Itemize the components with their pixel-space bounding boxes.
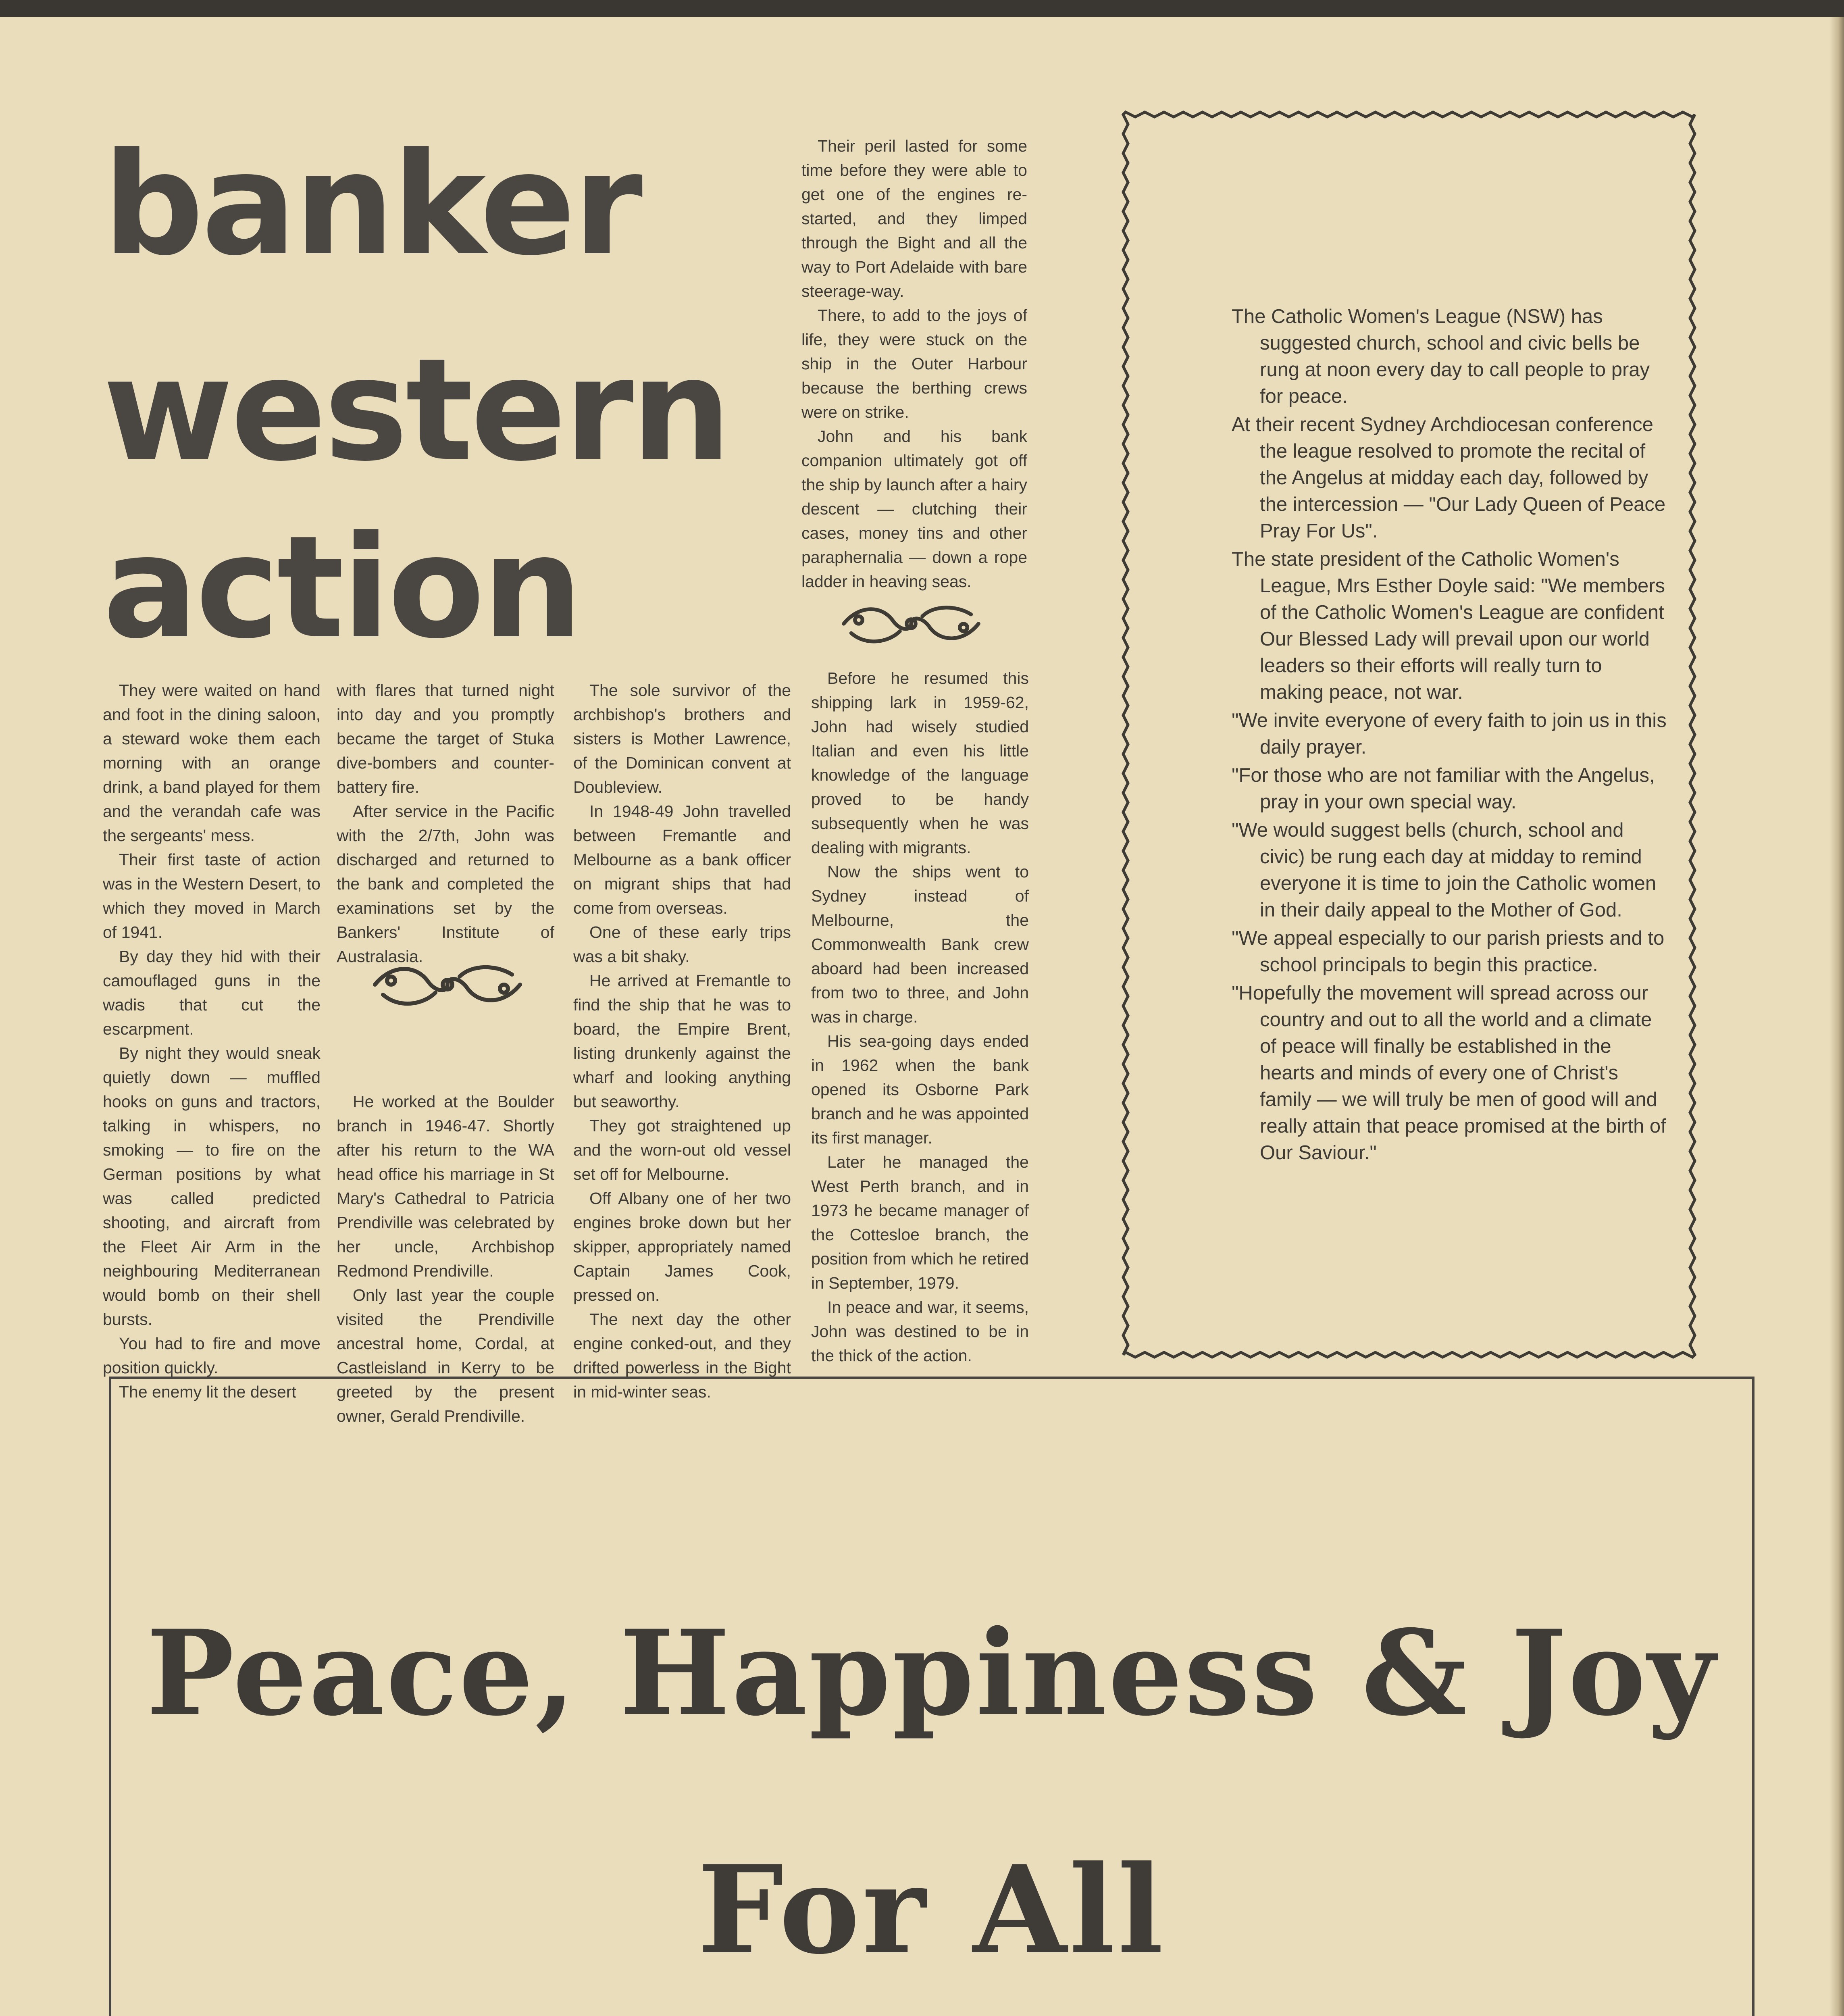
paragraph: Now the ships went to Sydney instead of Melbourne, the Commonwealth Bank crew aboard had been increased from two to three, and John was in charge.	[811, 862, 1029, 1026]
box-paragraph: "We appeal especially to our parish priests and to school principals to begin this practice.	[1232, 927, 1665, 976]
box-paragraph: "We invite everyone of every faith to join us in this daily prayer.	[1232, 710, 1667, 758]
catholic-womens-league-box	[1232, 303, 1667, 1168]
ornament-icon	[367, 956, 528, 1013]
paragraph: He arrived at Fremantle to find the ship that he was to board, the Empire Brent, listing drunkenly against the wharf and looking anything but seaworthy.	[573, 971, 791, 1111]
paragraph: He worked at the Boulder branch in 1946-47. Shortly after his return to the WA head office his marriage in St Mary's Cathedral to Patricia Prendiville was celebrated by her uncle, Archbishop Redmond Prendiville.	[337, 1092, 554, 1280]
paragraph: Off Albany one of her two engines broke down but her skipper, appropriately named Captain James Cook, pressed on.	[573, 1189, 791, 1304]
article-column-4-top	[801, 134, 1027, 594]
paragraph: His sea-going days ended in 1962 when the bank opened its Osborne Park branch and he was appointed its first manager.	[811, 1032, 1029, 1147]
newspaper-page	[0, 17, 1844, 2016]
box-paragraph: The Catholic Women's League (NSW) has suggested church, school and civic bells be rung at noon every day to call people to pray for peace.	[1232, 306, 1650, 407]
article-column-2	[337, 678, 554, 1428]
paragraph: Only last year the couple visited the Prendiville ancestral home, Cordal, at Castleisland in Kerry to be greeted by the present owner, Gerald Prendiville.	[337, 1286, 554, 1425]
paragraph: They got straightened up and the worn-out old vessel set off for Melbourne.	[573, 1116, 791, 1183]
box-paragraph: "We would suggest bells (church, school and civic) be rung each day at midday to remind everyone it is time to join the Catholic women in their daily appeal to the Mother of God.	[1232, 819, 1657, 921]
ornament-icon	[835, 598, 988, 650]
paragraph: The enemy lit the desert	[119, 1383, 296, 1401]
headline-line-3: action	[103, 505, 581, 670]
paragraph: Their peril lasted for some time before they were able to get one of the engines re-started, and they limped through the Bight and all the way to Port Adelaide with bare steerage-way.	[801, 137, 1027, 300]
paragraph: In peace and war, it seems, John was destined to be in the thick of the action.	[811, 1298, 1029, 1365]
greeting-advertisement	[109, 1377, 1755, 2016]
article-column-4-bottom	[811, 666, 1029, 1368]
column-2-top	[337, 678, 554, 968]
headline-line-2: western	[103, 328, 729, 492]
paragraph: John and his bank companion ultimately got off the ship by launch after a hairy descent — clutching their cases, money tins and other paraphernalia — down a rope ladder in heaving seas.	[801, 427, 1027, 591]
paragraph: By day they hid with their camouflaged guns in the wadis that cut the escarpment.	[103, 947, 321, 1038]
paragraph: Later he managed the West Perth branch, and in 1973 he became manager of the Cottesloe branch, the position from which he retired in September, 1979.	[811, 1153, 1029, 1292]
ad-headline: Peace, Happiness & Joy	[146, 1605, 1717, 1742]
article-column-3	[573, 678, 791, 1404]
box-paragraph: "Hopefully the movement will spread across our country and out to all the world and a climate of peace will finally be established in the hearts and minds of every one of Christ's family — we will truly be men of good will and really attain that peace promised at the birth of Our Saviour."	[1232, 982, 1666, 1164]
paragraph: They were waited on hand and foot in the dining saloon, a steward woke them each morning with an orange drink, a band played for them and the verandah cafe was the sergeants' mess.	[103, 681, 321, 845]
article-column-1	[103, 678, 321, 1404]
box-paragraph: At their recent Sydney Archdiocesan conference the league resolved to promote the recital of the Angelus at midday each day, followed by the intercession — "Our Lady Queen of Peace Pray For Us".	[1232, 414, 1666, 542]
paragraph: You had to fire and move position quickly.	[103, 1334, 321, 1377]
paragraph: Before he resumed this shipping lark in 1959-62, John had wisely studied Italian and even his little knowledge of the language proved to be handy subsequently when he was dealing with migrants.	[811, 669, 1029, 857]
ad-subheadline: For All	[697, 1839, 1166, 1981]
paragraph: with flares that turned night into day and you promptly became the target of Stuka dive-bombers and counter-battery fire.	[337, 681, 554, 796]
box-paragraph: "For those who are not familiar with the Angelus, pray in your own special way.	[1232, 764, 1655, 813]
paragraph: There, to add to the joys of life, they were stuck on the ship in the Outer Harbour because the berthing crews were on strike.	[801, 306, 1027, 421]
paragraph: After service in the Pacific with the 2/7th, John was discharged and returned to the bank and completed the examinations set by the Bankers' Institute of Australasia.	[337, 802, 554, 966]
paragraph: Their first taste of action was in the Western Desert, to which they moved in March of 1941.	[103, 850, 321, 941]
headline-line-1: banker	[103, 122, 641, 287]
box-paragraph: The state president of the Catholic Women's League, Mrs Esther Doyle said: "We members of the Catholic Women's League are confident Our Blessed Lady will prevail upon our world leaders so their efforts will really turn to making peace, not war.	[1232, 548, 1665, 703]
paragraph: The sole survivor of the archbishop's brothers and sisters is Mother Lawrence, of the Dominican convent at Doubleview.	[573, 681, 791, 796]
paragraph: The next day the other engine conked-out, and they drifted powerless in the Bight in mid-winter seas.	[573, 1310, 791, 1401]
paragraph: In 1948-49 John travelled between Fremantle and Melbourne as a bank officer on migrant ships that had come from overseas.	[573, 802, 791, 917]
paragraph: By night they would sneak quietly down — muffled hooks on guns and tractors, talking in whispers, no smoking — to fire on the German positions by what was called predicted shooting, and aircraft from the Fleet Air Arm in the neighbouring Mediterranean would bomb on their shell bursts.	[103, 1044, 321, 1329]
paragraph: One of these early trips was a bit shaky.	[573, 923, 791, 966]
